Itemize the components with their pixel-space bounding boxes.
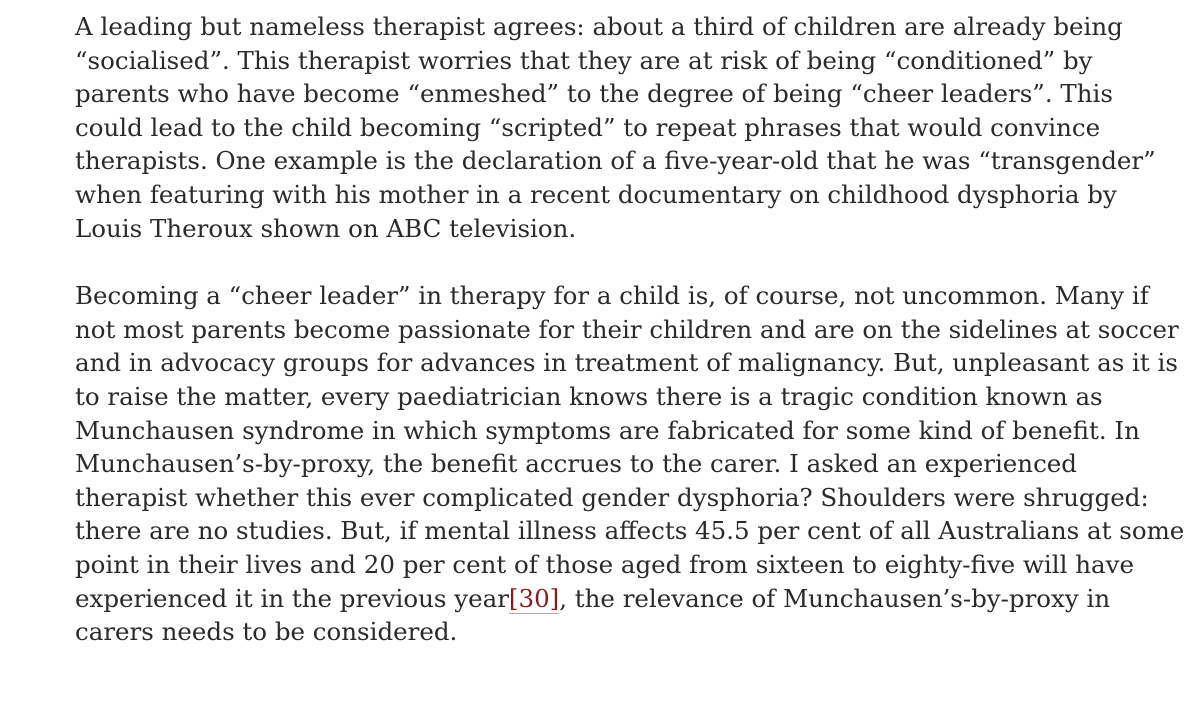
paragraph-2 — [75, 279, 1185, 649]
paragraph-1: A leading but nameless therapist agrees: about a third of children are already being “socialised”. This therapist worries that they are at risk of being “conditioned” by parents who have become “enmeshed” to the degree of being “cheer leaders”. This could lead to the child becoming “scripted” to repeat phrases that would convince therapists. One example is the declaration of a five-year-old that he was “transgender” when featuring with his mother in a recent documentary on childhood dysphoria by Louis Theroux shown on ABC television. — [75, 12, 1156, 243]
paragraph-2-text-after-footnote: , the relevance of Munchausen’s-by-proxy in carers needs to be considered. — [75, 583, 1111, 647]
paragraph-2-text-before-footnote: Becoming a “cheer leader” in therapy for a child is, of course, not uncommon. Many if not most parents become passionate for their children and are on the sidelines at soccer and in advocacy groups for advances in treatment of malignancy. But, unpleasant as it is to raise the matter, every paediatrician knows there is a tragic condition known as Munchausen syndrome in which symptoms are fabricated for some kind of benefit. In Munchausen’s-by-proxy, the benefit accrues to the carer. I asked an experienced therapist whether this ever complicated gender dysphoria? Shoulders were shrugged: there are no studies. But, if mental illness affects 45.5 per cent of all Australians at some point in their lives and 20 per cent of those aged from sixteen to eighty-five will have experienced it in the previous year — [75, 281, 1185, 613]
article-body — [75, 10, 1185, 649]
footnote-link-30[interactable]: [30] — [508, 583, 560, 613]
